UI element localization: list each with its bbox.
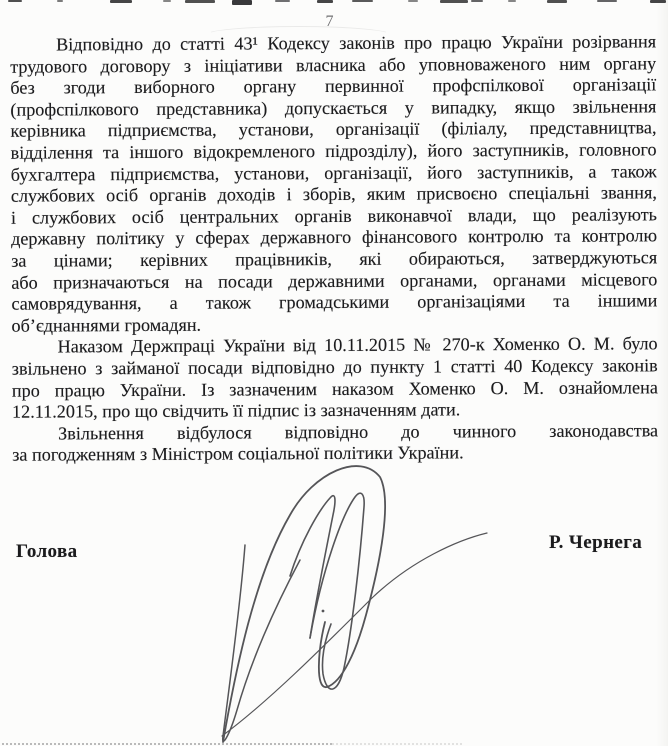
- scan-artifact: [232, 0, 252, 5]
- text-line: за погодженням з Міністром соціальної політики України.: [12, 442, 464, 465]
- text-line: державну політику у сферах державного фінансового контролю та контролю: [11, 225, 658, 250]
- text-line: без згоди виборного органу первинної профспілкової організації: [10, 74, 657, 98]
- paragraph-dismissal-order: [12, 334, 658, 424]
- text-line: звільнено з займаної посади відповідно до пункту 1 статті 40 Кодексу законів: [11, 355, 658, 379]
- text-line: бухгалтера підприємства, установи, організації, його заступників, а також: [10, 160, 657, 185]
- scan-artifact: [163, 0, 171, 2]
- scan-artifact: [471, 0, 483, 2]
- text-line: за цінами; керівних працівників, які обираються, затверджуються: [11, 247, 658, 271]
- scan-bottom-line: [2, 743, 332, 745]
- text-line: трудового договору з ініціативи власника або уповноваженого ним органу: [10, 52, 657, 77]
- text-line: і службових осіб центральних органів виконавчої влади, що реалізують: [10, 204, 658, 228]
- text-line: або призначаються на посади державними органами, органами місцевого: [11, 268, 658, 293]
- scan-artifact: [650, 0, 666, 3]
- scan-artifact: [508, 0, 516, 2]
- text-line: самоврядування, а також громадськими організаціями та іншими: [11, 290, 658, 314]
- paragraph-article-43: [10, 31, 658, 337]
- signatory-name-label: Р. Чернега: [549, 532, 643, 553]
- scan-artifact: [317, 0, 333, 3]
- scan-artifact: [275, 0, 290, 2]
- document-body: [10, 31, 658, 466]
- text-line: Відповідно до статті 43¹ Кодексу законів про працю України розірвання: [56, 31, 657, 55]
- signatory-role-label: Голова: [16, 541, 78, 562]
- scan-artifact: [8, 0, 22, 2]
- scan-artifact: [597, 0, 617, 2]
- scan-artifact: [110, 0, 132, 3]
- scan-artifact: [408, 0, 418, 2]
- scan-bottom-line-faint: [332, 743, 462, 745]
- text-line: (профспілкового представника) допускається у випадку, якщо звільнення: [10, 96, 657, 120]
- scan-artifact: [352, 0, 373, 2]
- text-line: про працю України. Із зазначеним наказом Хоменко О. М. ознайомлена: [11, 376, 658, 401]
- scan-artifact: [185, 0, 215, 3]
- scan-artifact: [440, 0, 468, 3]
- text-line: Наказом Держпраці України від 10.11.2015 № 270-к Хоменко О. М. було: [57, 333, 658, 357]
- page-number: 7: [325, 13, 335, 30]
- text-line: керівника підприємства, установи, організації (філіалу, представництва,: [10, 117, 657, 142]
- scan-artifact: [57, 0, 63, 2]
- paragraph-conclusion: [12, 420, 658, 467]
- text-line: відділення та іншого відокремленого підрозділу), його заступників, головного: [10, 139, 657, 163]
- scan-artifact: [547, 0, 567, 3]
- text-line: 12.11.2015, про що свідчить її підпис із зазначенням дати.: [11, 399, 461, 422]
- text-line: службових осіб органів доходів і зборів, яким присвоєно спеціальні звання,: [10, 182, 657, 206]
- text-line: об’єднаннями громадян.: [11, 314, 202, 336]
- text-line: Звільнення відбулося відповідно до чинного законодавства: [58, 419, 659, 444]
